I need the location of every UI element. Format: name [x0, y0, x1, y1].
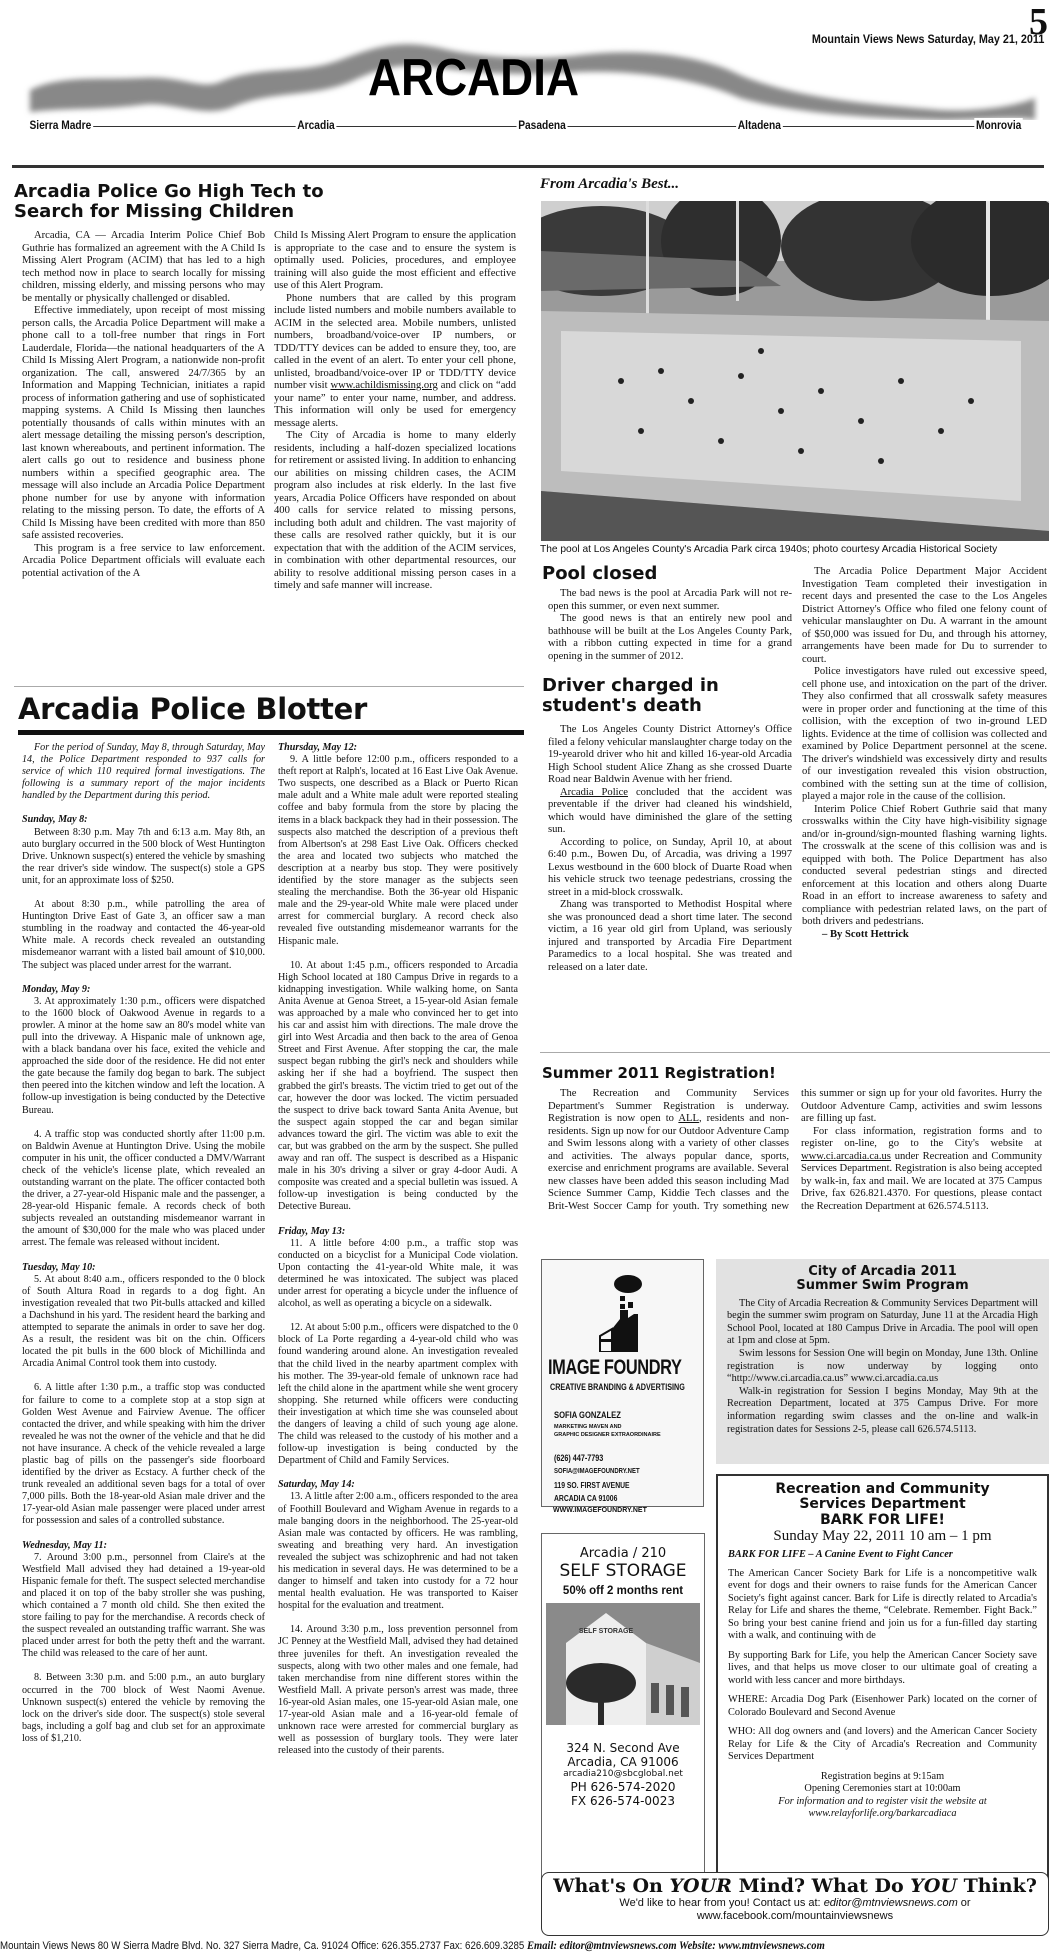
blotter-rule: [18, 730, 524, 735]
foundry-website[interactable]: WWW.IMAGEFOUNDRY.NET: [553, 1507, 647, 1514]
foundry-address-1: 119 SO. FIRST AVENUE: [554, 1481, 630, 1490]
blotter-entry: 13. A little after 2:00 a.m., officers responded to the area of Foothill Boulevard and Wigham Avenue in regards to a male banging doors in the neighborhood. The 25-year-old Asian male was contacted by officers. He was rambling, sweating and breathing very hard. An investigation revealed the subject was schizophrenic and had not taken his medication in several days. He was determined to be a danger to himself and taken into custody for a 72 hour mental health evaluation. He was transported to Kaiser hospital for the evaluation and treatment.: [278, 1491, 518, 1612]
city-arcadia: Arcadia: [297, 118, 335, 132]
paragraph: Swim lessons for Session One will begin on Monday, June 13th. Online registration is now underway by logging onto “http://www.ci.arcadia.ca.us” www.ci.arcadia.ca.us: [727, 1347, 1038, 1385]
bark-subhead: BARK FOR LIFE – A Canine Event to Fight Cancer: [728, 1549, 953, 1561]
city-pasadena: Pasadena: [518, 118, 566, 132]
day-heading: Wednesday, May 11:: [22, 1539, 107, 1551]
whats-on-your-mind-box: [541, 1872, 1049, 1936]
photo-kicker: From Arcadia's Best...: [540, 176, 680, 192]
paragraph: The Los Angeles County District Attorney's Office filed a felony vehicular manslaughter charge today on the 19-yearold driver who hit and killed 16-year-old Arcadia High School student Alice Zhang as she crossed Duarte Road near Baldwin Avenue with her friend.: [548, 724, 792, 785]
storage-fax: FX 626-574-0023: [571, 1794, 675, 1808]
arcadia-police-link[interactable]: Arcadia Police: [560, 786, 628, 798]
missing-children-headline: Arcadia Police Go High Tech to Search for Missing Children: [14, 181, 324, 222]
driver-charged-headline: Driver charged in student's death: [542, 675, 719, 716]
paragraph: The bad news is the pool at Arcadia Park will not re-open this summer, or even next summer.: [548, 588, 792, 612]
storage-phone: PH 626-574-2020: [570, 1780, 676, 1794]
section-title: ARCADIA: [368, 49, 579, 107]
blotter-entry: 5. At about 8:40 a.m., officers responded to the 0 block of South Altura Road in regards to a dog fight. An investigation revealed that two Pit-bulls attacked and killed a Dachshund in his yard. The resident heard the barking and attempted to separate the animals in order to save her dog. As a result, the resident was bit on the chin. Officers located the pit bulls in the 600 block of Michillinda and Arcadia Animal Control took them into custody.: [22, 1273, 265, 1370]
paragraph: WHERE: Arcadia Dog Park (Eisenhower Park) located on the corner of Colorado Boulevard and Second Avenue: [728, 1694, 1037, 1718]
photo-caption: The pool at Los Angeles County's Arcadia Park circa 1940s; photo courtesy Arcadia Historical Society: [540, 544, 998, 555]
page-footer: [0, 1938, 1056, 1954]
byline: – By Scott Hettrick: [822, 928, 909, 940]
day-heading: Tuesday, May 10:: [22, 1261, 96, 1273]
day-heading: Friday, May 13:: [278, 1225, 346, 1237]
foundry-phone: (626) 447-7793: [554, 1453, 604, 1463]
bark-ceremony-time: Opening Ceremonies start at 10:00am: [804, 1783, 961, 1795]
city-website-link[interactable]: www.ci.arcadia.ca.us: [801, 1150, 891, 1162]
day-heading: Saturday, May 14:: [278, 1479, 355, 1491]
editor-email-link[interactable]: editor@mtnviewsnews.com: [823, 1897, 958, 1909]
achildismissing-link[interactable]: www.achildismissing.org: [330, 380, 438, 391]
paragraph: For class information, registration forms and to register on-line, go to the City's website at www.ci.arcadia.ca.us under Recreation and Community Services Department. Registration is also being accepted by walk-in, fax and mail. We are located at 375 Campus Drive, fax 626.821.4370. For questions, please contact the Recreation Department at 626.574.5113.: [801, 1125, 1042, 1212]
foundry-address-2: ARCADIA CA 91006: [554, 1494, 618, 1503]
bark-headline-1: Recreation and Community: [775, 1481, 990, 1497]
bark-date: Sunday May 22, 2011 10 am – 1 pm: [773, 1528, 992, 1545]
blotter-entry: 12. At about 5:00 p.m., officers were dispatched to the 0 block of La Porte regarding a 4-year-old child who was found wandering around alone. An investigation revealed that the child lived in the nearby apartment complex with his mother. The 39-year-old female of unknown race had left the child alone in the apartment while she went grocery shopping. She returned while officers were conducting their investigation at which time she was counseled about the dangers of leaving a child of such young age alone. The child was released to the custody of his mother and a follow-up investigation is being conducted by the Department of Child and Family Services.: [278, 1322, 518, 1467]
missing-children-col2: [274, 230, 516, 593]
storage-building-photo: [546, 1603, 700, 1725]
blotter-entry: At about 8:30 p.m., while patrolling the area of Huntington Drive East of Gate 3, an officer saw a man stumbling in the roadway and contacted the 46-year-old White male. A records check revealed an outstanding misdemeanor warrant with a listed bail amount of $10,000. The subject was placed under arrest for the warrant.: [22, 899, 265, 971]
blotter-entry: 14. Around 3:30 p.m., loss prevention personnel from JC Penney at the Westfield Mall, advised they had detained three juveniles for theft. An investigation revealed the suspects, along with two other males and one female, had taken merchandise from nine different stores within the Westfield Mall. A private person's arrest was made, three 16-year-old Asian males, one 15-year-old Asian male, one 17-year-old Asian male and a 16-year-old female of unknown race were arrested for commercial burglary as well as possession of burglary tools. They were later released into the custody of their parents.: [278, 1624, 518, 1757]
paragraph: According to police, on Sunday, April 10, at about 6:40 p.m., Bowen Du, of Arcadia, was driving a 1997 Lexus westbound in the 600 block of Duarte Road when his vehicle struck two teenage pedestrians, crossing the street in a mid-block crosswalk.: [548, 836, 792, 898]
swim-headline-2: Summer Swim Program: [796, 1278, 969, 1294]
paragraph: Arcadia Police concluded that the accident was preventable if the driver had cleaned his windshield, which would have diminished the glare of the setting sun.: [548, 786, 792, 835]
storage-email[interactable]: arcadia210@sbcglobal.net: [563, 1769, 683, 1779]
swim-body: [727, 1298, 1038, 1437]
blotter-entry: 9. A little before 12:00 p.m., officers responded to a theft report at Ralph's, located at 16 East Live Oak Avenue. Two suspects, one described as a Black or Puerto Rican male adult and a White male adult were reported stealing coffee and baby formula from the store by placing the items in a black backpack they had in their possession. The suspects also matched the description of a previous theft from Albertson's at 298 East Live Oak. Officers checked the area and located two subjects who matched the description at a nearby bus stop. They were positively identified by the store manager as the subjects seen stealing the merchandise. Both the 36-year old Hispanic male and the 29-year-old White male were placed under arrest for commercial burglary. A record check also revealed five outstanding misdemeanor warrants for the Hispanic male.: [278, 754, 518, 947]
day-heading: Thursday, May 12:: [278, 742, 357, 753]
paragraph: The Recreation and Community Services Department's Summer Registration is underway. Registration is now open to ALL, residents and non-residents. Sign up now for our Outdoor Adventure Camp and Swim lessons along with a variety of other classes and activities. The always popular dance, sports, exercise and enrichment programs are available. Several new classes have been added this season including Mad Science Summer Camp, Kiddie Tech classes and the Brit-West Soccer Camp for youth. Try something new this summer or sign up for your old favorites. Hurry the Outdoor Adventure Camp, activities and swim lessons are filling up fast.: [548, 1088, 1042, 1212]
bark-headline-2: Services Department: [799, 1496, 966, 1513]
paragraph: Phone numbers that are called by this program include listed numbers and mobile numbers available to ACIM in the selected area. Mobile numbers, unlisted numbers, broadband/voice-over IP numbers, or TDD/TTY devices can be added to ensure they, too, are called in the event of an alert. To enter your cell phone, unlisted, broadband/voice-over IP or TDD/TTY device number visit www.achildismissing.org and click on “add your name” to enter your name, number, and address. This information will only be used for emergency message alerts.: [274, 292, 516, 429]
pool-closed-headline: Pool closed: [542, 563, 658, 584]
blotter-intro: For the period of Sunday, May 8, through Saturday, May 14, the Police Department responded to 937 calls for service of which 110 required formal investigations. The following is a summary report of the major incidents handled by the Department during this period.: [22, 742, 265, 802]
paragraph: The Arcadia Police Department Major Accident Investigation Team completed their investigation in recent days and presented the case to the Los Angeles District Attorney's Office who filed one felony count of vehicular manslaughter on Du. A warrant in the amount of $50,000 was issued for Du, and through his attorney, arrangements have been made for Du to surrender to court.: [802, 566, 1047, 665]
missing-children-col1: [22, 230, 265, 580]
paragraph: This program is a free service to law enforcement. Arcadia Police Department officials will evaluate each potential activation of the A: [22, 542, 265, 579]
blotter-col2: [278, 742, 518, 1757]
blotter-entry: 7. Around 3:00 p.m., personnel from Claire's at the Westfield Mall advised they had detained a 19-year-old Hispanic female for theft. The suspect selected merchandise and placed it on top of the baby stroller she was pushing, which contained a 7 month old child. She then exited the store failing to pay for the merchandise. A records check of the suspect revealed an outstanding traffic warrant. She was placed under arrest for both the petty theft and the warrant. The child was released to the care of her aunt.: [22, 1551, 265, 1660]
paragraph: Zhang was transported to Methodist Hospital where she was pronounced dead a short time later. The second victim, a 16 year old girl from Upland, was seriously injured and transported by Arcadia Fire Department Paramedics to a local hospital. She was treated and released on a later date.: [548, 899, 792, 973]
driver-charged-col1: [548, 724, 792, 974]
bark-registration-time: Registration begins at 9:15am: [820, 1770, 945, 1782]
summer-registration-body: [548, 1088, 1042, 1213]
section-divider: [540, 1052, 1050, 1053]
foundry-contact-name: SOFIA GONZALEZ: [554, 1410, 621, 1421]
swim-headline-1: City of Arcadia 2011: [808, 1264, 957, 1279]
storage-address-1: 324 N. Second Ave: [566, 1741, 680, 1755]
footer-info: Mountain Views News 80 W Sierra Madre Blvd. No. 327 Sierra Madre, Ca. 91024 Office: 626.355.2737 Fax: 626.609.3285 Email: editor@mtnviewsnews.com Website: www.mtnviewsnews.com: [0, 1938, 825, 1952]
blotter-entry: Between 8:30 p.m. May 7th and 6:13 a.m. May 8th, an auto burglary occurred in the 500 block of West Huntington Drive. Unknown suspect(s) entered the vehicle by smashing the rear driver's side window. The suspect(s) stole a GPS unit, for an approximate loss of $250.: [22, 826, 265, 886]
bark-headline-3: BARK FOR LIFE!: [820, 1511, 945, 1528]
storage-line1: Arcadia / 210: [579, 1546, 667, 1561]
summer-registration-headline: Summer 2011 Registration!: [542, 1064, 776, 1082]
city-line: [22, 118, 1034, 134]
city-altadena: Altadena: [737, 118, 781, 132]
paragraph: Effective immediately, upon receipt of most missing person calls, the Arcadia Police Department will make a phone call to a toll-free number that rings in Fort Lauderdale, Florida—the national headquarters of the A Child Is Missing Alert Program, a nationwide non-profit organization. The call, answered 24/7/365 by an Information and Mapping Technician, initiates a rapid process of information gathering and use of sophisticated mapping systems. A Child Is Missing then launches potentially thousands of calls within minutes with an alert message detailing the missing person's description, last known whereabouts, and pertinent information. The alert calls go out to residence and business phone numbers within a specified geographic area. The message will also include an Arcadia Police Department phone number for use by anyone with information relating to the missing person. To date, the efforts of A Child Is Missing have been credited with more than 850 safe assisted recoveries.: [22, 305, 265, 541]
foundry-title-1: MARKETING MAVEN AND: [554, 1424, 622, 1430]
factory-logo-icon: [598, 1274, 648, 1352]
paragraph: The American Cancer Society Bark for Life is a noncompetitive walk event for dogs and their owners to raise funds for the American Cancer Society's fight against cancer. Bark for Life is directly related to Arcadia's Relay for Life and shares the theme, “Celebrate. Remember. Fight Back.” So bring your best canine friend and join us for a fun-filled day starting with a walk, and continuing with de: [728, 1567, 1037, 1642]
day-heading: Sunday, May 8:: [22, 814, 88, 826]
blotter-headline: Arcadia Police Blotter: [18, 692, 367, 726]
facebook-link[interactable]: www.facebook.com/mountainviewsnews: [696, 1910, 894, 1922]
masthead: [0, 0, 1056, 140]
foundry-title-2: GRAPHIC DESIGNER EXTRAORDINAIRE: [554, 1432, 661, 1438]
foundry-email[interactable]: SOFIA@IMAGEFOUNDRY.NET: [554, 1468, 640, 1475]
svg-text:SELF STORAGE: SELF STORAGE: [578, 1628, 634, 1635]
bark-for-life-box: [716, 1474, 1049, 1920]
mind-title: What's On YOUR Mind? What Do YOU Think?: [553, 1875, 1037, 1897]
blotter-col1: [22, 742, 265, 1745]
foundry-name: IMAGE FOUNDRY: [548, 1356, 682, 1379]
bark-body: [728, 1549, 1037, 1821]
blotter-entry: 3. At approximately 1:30 p.m., officers were dispatched to the 1600 block of Oakwood Avenue in regards to a prowler. A minor at the home saw an 80's model white van pull into the driveway. A Hispanic male of unknown age, with a black bandana over his face, exited the vehicle and approached the side door of the residence. He did not enter the gate because the family dog began to bark. The subject then peered into the kitchen window and left the location. A follow-up investigation is being conducted by the Detective Bureau.: [22, 995, 265, 1116]
day-heading: Monday, May 9:: [22, 983, 91, 995]
blotter-entry: 10. At about 1:45 p.m., officers responded to Arcadia High School located at 180 Campus Drive in regards to a kidnapping investigation. While walking home, on Santa Anita Avenue at Genoa Street, a 15-year-old Asian female was approached by a male who convinced her to get into his car and assist him with directions. The male drove the girl into West Arcadia and then back to the area of Genoa Street and First Avenue. After stopping the car, the male suspect began rubbing the girl's neck and shoulders while asking her if she had a boyfriend. The suspect then grabbed the girl's breasts. The victim tried to get out of the car, however the door was locked. The victim persuaded the suspect to drive back toward Santa Anita Avenue, but the suspect again stopped the car and began similar advances toward the girl. The victim was able to exit the car, but was grabbed on the arm by the suspect. She pulled away and ran off. The suspect is described as a Hispanic male in his 30's driving a silver or gray 4-door Audi. A composite was created and a special bulletin was issued. A follow-up investigation is being conducted by the Detective Bureau.: [278, 959, 518, 1213]
section-divider: [14, 686, 524, 687]
pool-photo-illustration: [541, 201, 1049, 541]
footer-contact[interactable]: Email: editor@mtnviewsnews.com Website: www.mtnviewsnews.com: [526, 1938, 825, 1952]
paragraph: The good news is that an entirely new pool and bathhouse will be built at the Los Angeles County Park, with a ribbon cutting expected in time for a grand opening in the summer of 2012.: [548, 613, 792, 662]
paragraph: The City of Arcadia is home to many elderly residents, including a half-dozen specialized locations for retirement or assisted living. In addition to enhancing our abilities on missing children cases, the ACIM program also includes at risk elderly. In the last five years, Arcadia Police Officers have responded on about 400 calls for service related to missing persons, including both adult and children. The vast majority of these calls are resolved rather quickly, but it is our expectation that with the addition of the ACIM services, in combination with other departmental resources, our ability to resolve additional missing person cases in a timely and safe manner will increase.: [274, 430, 516, 591]
mind-contact-line: We'd like to hear from you! Contact us at: editor@mtnviewsnews.com or: [619, 1897, 971, 1909]
self-storage-ad[interactable]: [541, 1533, 705, 1920]
driver-charged-col2: [802, 566, 1047, 941]
city-monrovia: Monrovia: [976, 118, 1022, 132]
paragraph: The City of Arcadia Recreation & Community Services Department will begin the summer swim program on Saturday, June 11 at the Arcadia High School Pool, located at 180 Campus Drive in Arcadia. The pool will open at 1pm and close at 5pm.: [727, 1297, 1038, 1347]
swim-program-box: [716, 1259, 1049, 1464]
page-number: 5: [1029, 1, 1048, 43]
city-sierra-madre: Sierra Madre: [29, 118, 92, 132]
blotter-entry: 4. A traffic stop was conducted shortly after 11:00 p.m. on Baldwin Avenue at Huntington Drive. Using the mobile computer in his unit, the officer conducted a DMV/Warrant check of the vehicle's license plate, which revealed an outstanding warrant on the plate. The officer contacted both the driver, a 27-year-old Hispanic male and the passenger, a 28-year-old Hispanic female. A records check of both subjects revealed an outstanding misdemeanor warrant in the amount of $30,000 for the male who was placed under arrest. The female was released without incident.: [22, 1128, 265, 1249]
paragraph: Interim Police Chief Robert Guthrie said that many crosswalks within the City have high-visibility signage and/or in-ground/sign-mounted flashing warning lights. The crosswalk at the scene of this collision was and is equipped with both. The Police Department has also conducted several pedestrian stings and directed enforcement at this location and others along Duarte Road in an effort to increase awareness to safety and compliance with pedestrian related laws, on the part of both drivers and pedestrians.: [802, 803, 1047, 927]
paragraph: By supporting Bark for Life, you help the American Cancer Society save lives, and that helps us move closer to our ultimate goal of creating a world with less cancer and more birthdays.: [728, 1649, 1037, 1686]
storage-offer: 50% off 2 months rent: [562, 1585, 684, 1597]
pool-photo: [541, 201, 1049, 541]
blotter-entry: 6. A little after 1:30 p.m., a traffic stop was conducted for failure to come to a complete stop at a stop sign at Golden West Avenue and Fairview Avenue. The officer contacted the driver, and while speaking with him the driver revealed he was not the owner of the vehicle and that he did not have insurance. A check of the vehicle revealed a large plastic bag of pills on the passenger's side floorboard identified by the driver as Ecstacy. A further check of the trunk revealed an additional seven bags for a total of over 7,000 pills. Both the 18-year-old Asian male driver and the 17-year-old Asian male passenger were placed under arrest for possession and sales of a controlled substance.: [22, 1382, 265, 1527]
pool-closed-body: [548, 588, 792, 663]
image-foundry-ad[interactable]: [541, 1259, 704, 1507]
paragraph: Arcadia, CA — Arcadia Interim Police Chief Bob Guthrie has formalized an agreement with the A Child Is Missing Alert Program (ACIM) that has led to a high tech method now in place to search locally for missing children, missing elderly, and missing persons who may be mentally or physically challenged or disabled.: [22, 230, 265, 304]
publication-date-line: Mountain Views News Saturday, May 21, 2011: [811, 32, 1044, 46]
paragraph: Child Is Missing Alert Program to ensure the application is appropriate to the case and to ensure the system is optimally used. Policies, procedures, and employee training will also guide the most efficient and effective use of this Alert Program.: [274, 230, 516, 291]
paragraph: WHO: All dog owners and (and lovers) and the American Cancer Society Relay for Life & the City of Arcadia's Recreation and Community Services Department: [728, 1726, 1037, 1763]
storage-address-2: Arcadia, CA 91006: [567, 1755, 679, 1769]
masthead-rule: [12, 165, 1044, 168]
foundry-tagline: CREATIVE BRANDING & ADVERTISING: [550, 1382, 685, 1392]
storage-line2: SELF STORAGE: [559, 1561, 687, 1581]
paragraph: Police investigators have ruled out excessive speed, cell phone use, and intoxication on the part of the driver. They also confirmed that all crosswalk safety measures were in proper order and functioning at the time of this collision, with the exception of two in-ground LED lights. Evidence at the time of collision was collected and examined by Police Department personnel at the scene. The driver's windshield was excessively dirty and results of our investigation revealed this vision obstruction, combined with the setting sun at the time of collision, played a major role in the cause of the collision.: [802, 666, 1047, 802]
blotter-entry: 11. A little before 4:00 p.m., a traffic stop was conducted on a bicyclist for a Municipal Code violation. Upon contacting the 41-year-old White male, it was determined he was intoxicated. The subject was placed under arrest for operating a bicycle under the influence of alcohol, as well as operating a bicycle on a sidewalk.: [278, 1237, 518, 1310]
blotter-entry: 8. Between 3:30 p.m. and 5:00 p.m., an auto burglary occurred in the 700 block of West Naomi Avenue. Unknown suspect(s) entered the vehicle by removing the lock on the driver's side door. The suspect(s) stole several bags, including a golf bag and club set for an approximate loss of $1,210.: [22, 1672, 265, 1744]
bark-info-link[interactable]: For information and to register visit the website at www.relayforlife.org/barkarcadiaca: [778, 1795, 987, 1820]
paragraph: Walk-in registration for Session I begins Monday, May 9th at the Recreation Department, located at 375 Campus Drive. For more information regarding swim classes and the on-line and walk-in registration dates for Sessions 2-5, please call 626.574.5113.: [727, 1385, 1038, 1435]
